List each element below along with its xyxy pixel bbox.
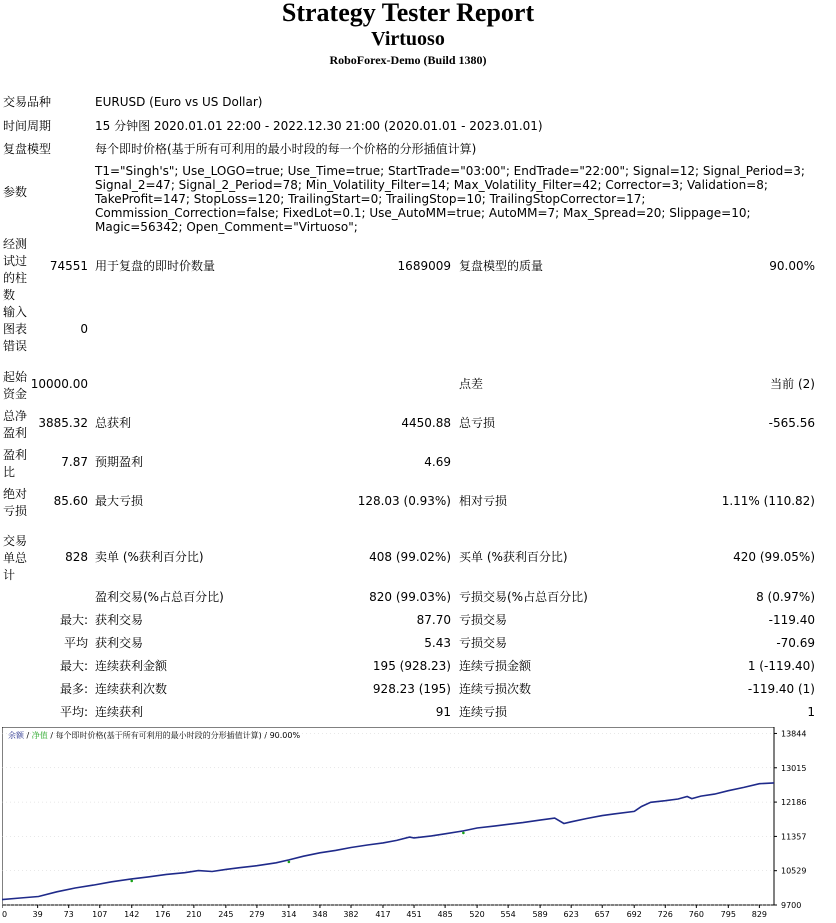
x-tick-label: 142 bbox=[124, 910, 140, 919]
y-tick-label: 10529 bbox=[781, 866, 807, 876]
x-tick-label: 657 bbox=[594, 910, 610, 919]
model-label: 复盘模型 bbox=[3, 142, 52, 156]
largest-win-label: 获利交易 bbox=[95, 613, 144, 627]
relative-drawdown-label: 相对亏损 bbox=[459, 494, 508, 508]
legend-equity: 净值 bbox=[31, 731, 48, 740]
profit-trades-label: 盈利交易(%占总百分比) bbox=[95, 590, 224, 604]
quality-label: 复盘模型的质量 bbox=[459, 259, 544, 273]
x-tick-label: 0 bbox=[2, 910, 8, 919]
server-name: RoboForex-Demo (Build 1380) bbox=[329, 53, 487, 67]
model-value: 每个即时价格(基于所有可利用的最小时段的每一个价格的分形插值计算) bbox=[95, 142, 477, 156]
loss-trades-label: 亏损交易(%占总百分比) bbox=[459, 590, 588, 604]
average-consecutive-losses-label: 连续亏损 bbox=[459, 705, 508, 719]
period-value: 15 分钟图 2020.01.01 22:00 - 2022.12.30 21:00 (2020.01.01 - 2023.01.01) bbox=[95, 119, 543, 133]
x-tick-label: 589 bbox=[532, 910, 548, 919]
absolute-drawdown-label: 绝对亏损 bbox=[3, 487, 28, 518]
legend-balance: 余额 bbox=[8, 731, 24, 740]
average-consecutive-losses-value: 1 bbox=[807, 705, 815, 719]
most-label: 最多: bbox=[59, 682, 88, 696]
equity-point bbox=[462, 832, 465, 835]
equity-point bbox=[130, 880, 133, 883]
x-tick-label: 829 bbox=[751, 910, 768, 919]
long-positions-label: 买单 (%获利百分比) bbox=[459, 550, 568, 564]
total-trades-label: 交易单总计 bbox=[3, 534, 28, 582]
gross-profit-value: 4450.88 bbox=[401, 416, 451, 430]
symbol-value: EURUSD (Euro vs US Dollar) bbox=[95, 95, 263, 109]
expected-payoff-label: 预期盈利 bbox=[95, 455, 144, 469]
largest-loss-label: 亏损交易 bbox=[459, 613, 508, 627]
profit-trades-value: 820 (99.03%) bbox=[369, 590, 451, 604]
average-loss-value: -70.69 bbox=[776, 636, 815, 650]
y-tick-label: 12186 bbox=[781, 798, 807, 808]
report-title: Strategy Tester Report bbox=[281, 0, 535, 27]
x-tick-label: 176 bbox=[155, 910, 171, 919]
largest-win-value: 87.70 bbox=[416, 613, 451, 627]
short-positions-value: 408 (99.02%) bbox=[369, 550, 451, 564]
most-consecutive-losses-count-label: 连续亏损次数 bbox=[459, 682, 532, 696]
legend-sep: / bbox=[24, 731, 32, 740]
x-tick-label: 382 bbox=[343, 910, 359, 919]
y-tick-label: 13844 bbox=[781, 729, 807, 739]
x-tick-label: 623 bbox=[563, 910, 579, 919]
deposit-value: 10000.00 bbox=[30, 377, 88, 391]
max-drawdown-value: 128.03 (0.93%) bbox=[357, 494, 451, 508]
average-consecutive-wins-value: 91 bbox=[435, 705, 451, 719]
max-consecutive-losses-amount-label: 连续亏损金额 bbox=[459, 659, 532, 673]
chart-frame bbox=[2, 727, 774, 905]
absolute-drawdown-value: 85.60 bbox=[53, 494, 88, 508]
symbol-label: 交易品种 bbox=[3, 95, 52, 109]
largest-label: 最大: bbox=[59, 613, 88, 627]
balance-chart-svg bbox=[2, 727, 834, 921]
x-tick-label: 279 bbox=[249, 910, 265, 919]
relative-drawdown-value: 1.11% (110.82) bbox=[721, 494, 815, 508]
average-win-value: 5.43 bbox=[424, 636, 451, 650]
x-tick-label: 520 bbox=[469, 910, 485, 919]
x-tick-label: 795 bbox=[720, 910, 736, 919]
max-consecutive-losses-amount-value: 1 (-119.40) bbox=[747, 659, 815, 673]
maximum-label: 最大: bbox=[59, 659, 88, 673]
net-profit-value: 3885.32 bbox=[38, 416, 88, 430]
params-label: 参数 bbox=[3, 185, 28, 199]
x-tick-label: 485 bbox=[437, 910, 453, 919]
y-tick-label: 13015 bbox=[781, 763, 807, 773]
x-tick-label: 348 bbox=[312, 910, 328, 919]
average-label: 平均 bbox=[63, 636, 88, 650]
max-consecutive-wins-amount-label: 连续获利金额 bbox=[95, 659, 168, 673]
max-consecutive-wins-amount-value: 195 (928.23) bbox=[372, 659, 451, 673]
equity-point bbox=[288, 861, 291, 864]
bars-label: 经测试过的柱数 bbox=[3, 237, 28, 302]
profit-factor-value: 7.87 bbox=[61, 455, 88, 469]
x-tick-label: 451 bbox=[406, 910, 422, 919]
long-positions-value: 420 (99.05%) bbox=[733, 550, 815, 564]
profit-factor-label: 盈利比 bbox=[3, 448, 28, 479]
period-label: 时间周期 bbox=[3, 119, 52, 133]
spread-value: 当前 (2) bbox=[770, 377, 815, 391]
x-tick-label: 692 bbox=[626, 910, 642, 919]
deposit-label: 起始资金 bbox=[3, 370, 28, 401]
x-tick-label: 245 bbox=[218, 910, 234, 919]
short-positions-label: 卖单 (%获利百分比) bbox=[95, 550, 204, 564]
most-consecutive-wins-count-label: 连续获利次数 bbox=[95, 682, 168, 696]
x-tick-label: 314 bbox=[281, 910, 297, 919]
quality-value: 90.00% bbox=[769, 259, 815, 273]
average-win-label: 获利交易 bbox=[95, 636, 144, 650]
ticks-label: 用于复盘的即时价数量 bbox=[95, 259, 216, 273]
net-profit-label: 总净盈利 bbox=[3, 409, 28, 440]
most-consecutive-wins-count-value: 928.23 (195) bbox=[372, 682, 451, 696]
average-loss-label: 亏损交易 bbox=[459, 636, 508, 650]
errors-value: 0 bbox=[80, 322, 88, 336]
average-consecutive-label: 平均: bbox=[59, 705, 88, 719]
loss-trades-value: 8 (0.97%) bbox=[756, 590, 815, 604]
balance-chart bbox=[2, 727, 834, 921]
gross-profit-label: 总获利 bbox=[95, 416, 132, 430]
x-tick-label: 39 bbox=[32, 910, 43, 919]
total-trades-value: 828 bbox=[65, 550, 88, 564]
y-tick-label: 9700 bbox=[781, 901, 802, 910]
expert-name: Virtuoso bbox=[371, 28, 445, 50]
largest-loss-value: -119.40 bbox=[768, 613, 815, 627]
spread-label: 点差 bbox=[459, 377, 484, 391]
x-tick-label: 107 bbox=[92, 910, 108, 919]
x-tick-label: 760 bbox=[688, 910, 704, 919]
x-tick-label: 726 bbox=[657, 910, 673, 919]
max-drawdown-label: 最大亏损 bbox=[95, 494, 144, 508]
x-tick-label: 210 bbox=[186, 910, 202, 919]
x-tick-label: 73 bbox=[63, 910, 74, 919]
chart-legend bbox=[8, 730, 300, 740]
average-consecutive-wins-label: 连续获利 bbox=[95, 705, 144, 719]
expected-payoff-value: 4.69 bbox=[424, 455, 451, 469]
most-consecutive-losses-count-value: -119.40 (1) bbox=[747, 682, 815, 696]
bars-value: 74551 bbox=[49, 259, 88, 273]
legend-rest: / 每个即时价格(基于所有可利用的最小时段的分形插值计算) / 90.00% bbox=[47, 731, 301, 740]
gross-loss-label: 总亏损 bbox=[459, 416, 496, 430]
x-tick-label: 554 bbox=[500, 910, 516, 919]
gross-loss-value: -565.56 bbox=[768, 416, 815, 430]
x-tick-label: 417 bbox=[375, 910, 391, 919]
params-value: T1="Singh's"; Use_LOGO=true; Use_Time=true; StartTrade="03:00"; EndTrade="22:00"; Signal=12; Signal_Period=3; Signal_2=47; Signal_2_Period=78; Min_Volatility_Filter=14; Max_Volatility_Filter=42; Corrector=3; Validation=8; TakeProfit=147; StopLoss=120; TrailingStart=0; TrailingStop=10; TrailingStopCorrector=17; Commission_Correction=false; FixedLot=0.1; Use_AutoMM=true; AutoMM=7; Max_Spread=20; Slippage=10; Magic=56342; Open_Comment="Virtuoso"; bbox=[95, 164, 805, 234]
ticks-value: 1689009 bbox=[397, 259, 451, 273]
errors-label: 输入图表错误 bbox=[3, 305, 28, 353]
y-tick-label: 11357 bbox=[781, 832, 807, 842]
